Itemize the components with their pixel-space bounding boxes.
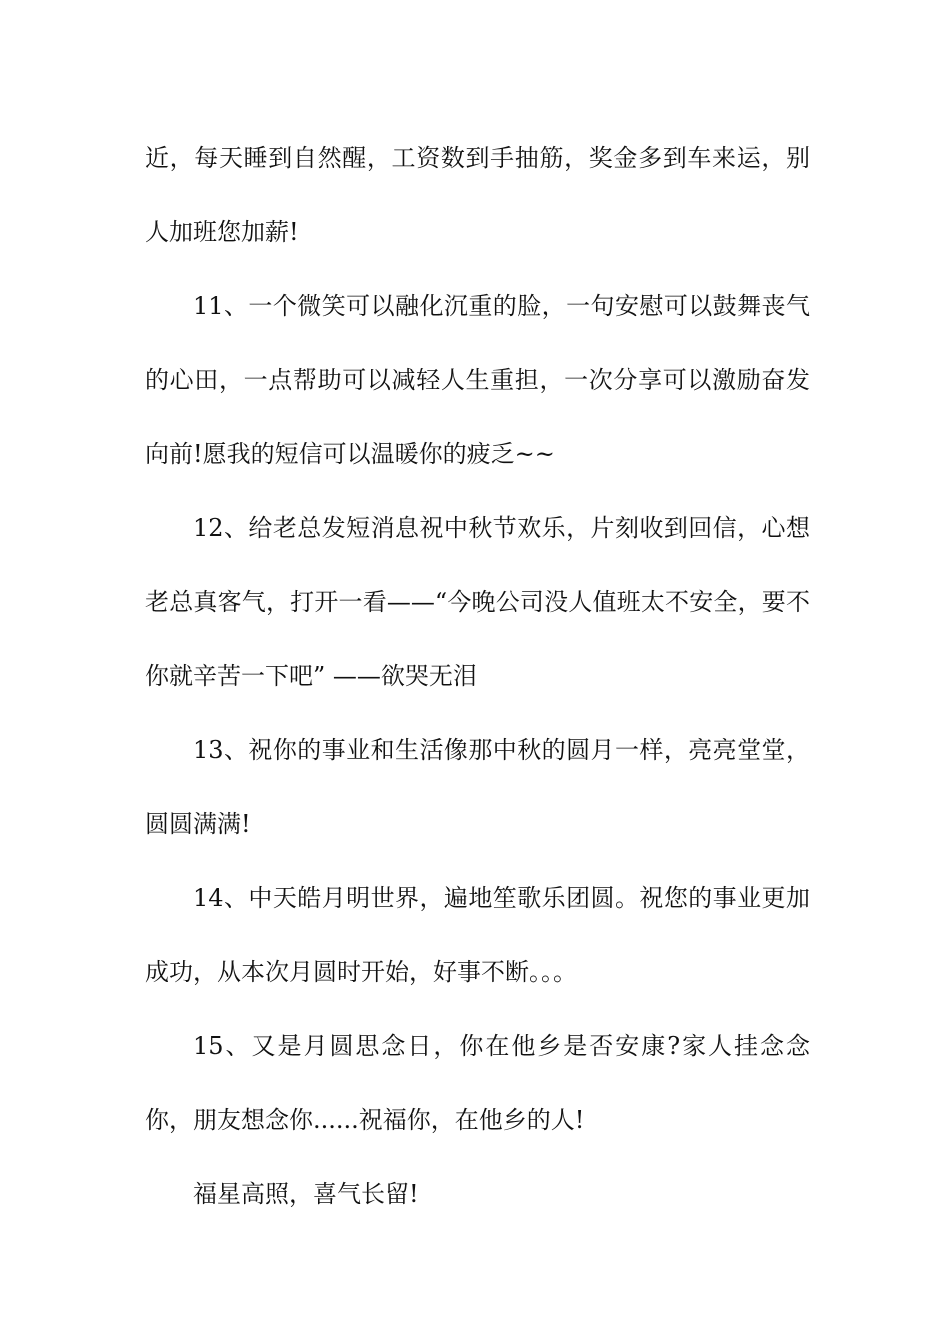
paragraph-continuation: 近，每天睡到自然醒，工资数到手抽筋，奖金多到车来运，别人加班您加薪!: [145, 144, 810, 246]
paragraph-14: 14、中天皓月明世界，遍地笙歌乐团圆。祝您的事业更加成功，从本次月圆时开始，好事不断。。。: [145, 884, 810, 986]
paragraph-13: 13、祝你的事业和生活像那中秋的圆月一样，亮亮堂堂，圆圆满满!: [145, 736, 810, 838]
paragraph-15: 15、又是月圆思念日，你在他乡是否安康?家人挂念念你，朋友想念你......祝福你，在他乡的人!: [145, 1032, 810, 1134]
paragraph-11: 11、一个微笑可以融化沉重的脸，一句安慰可以鼓舞丧气的心田，一点帮助可以减轻人生重担，一次分享可以激励奋发向前!愿我的短信可以温暖你的疲乏~~: [145, 292, 810, 468]
paragraph-12: 12、给老总发短消息祝中秋节欢乐，片刻收到回信，心想老总真客气，打开一看——“今晚公司没人值班太不安全，要不你就辛苦一下吧” ——欲哭无泪: [145, 514, 810, 690]
document-body: [145, 121, 810, 1231]
paragraph-closing: 福星高照，喜气长留!: [193, 1180, 419, 1208]
